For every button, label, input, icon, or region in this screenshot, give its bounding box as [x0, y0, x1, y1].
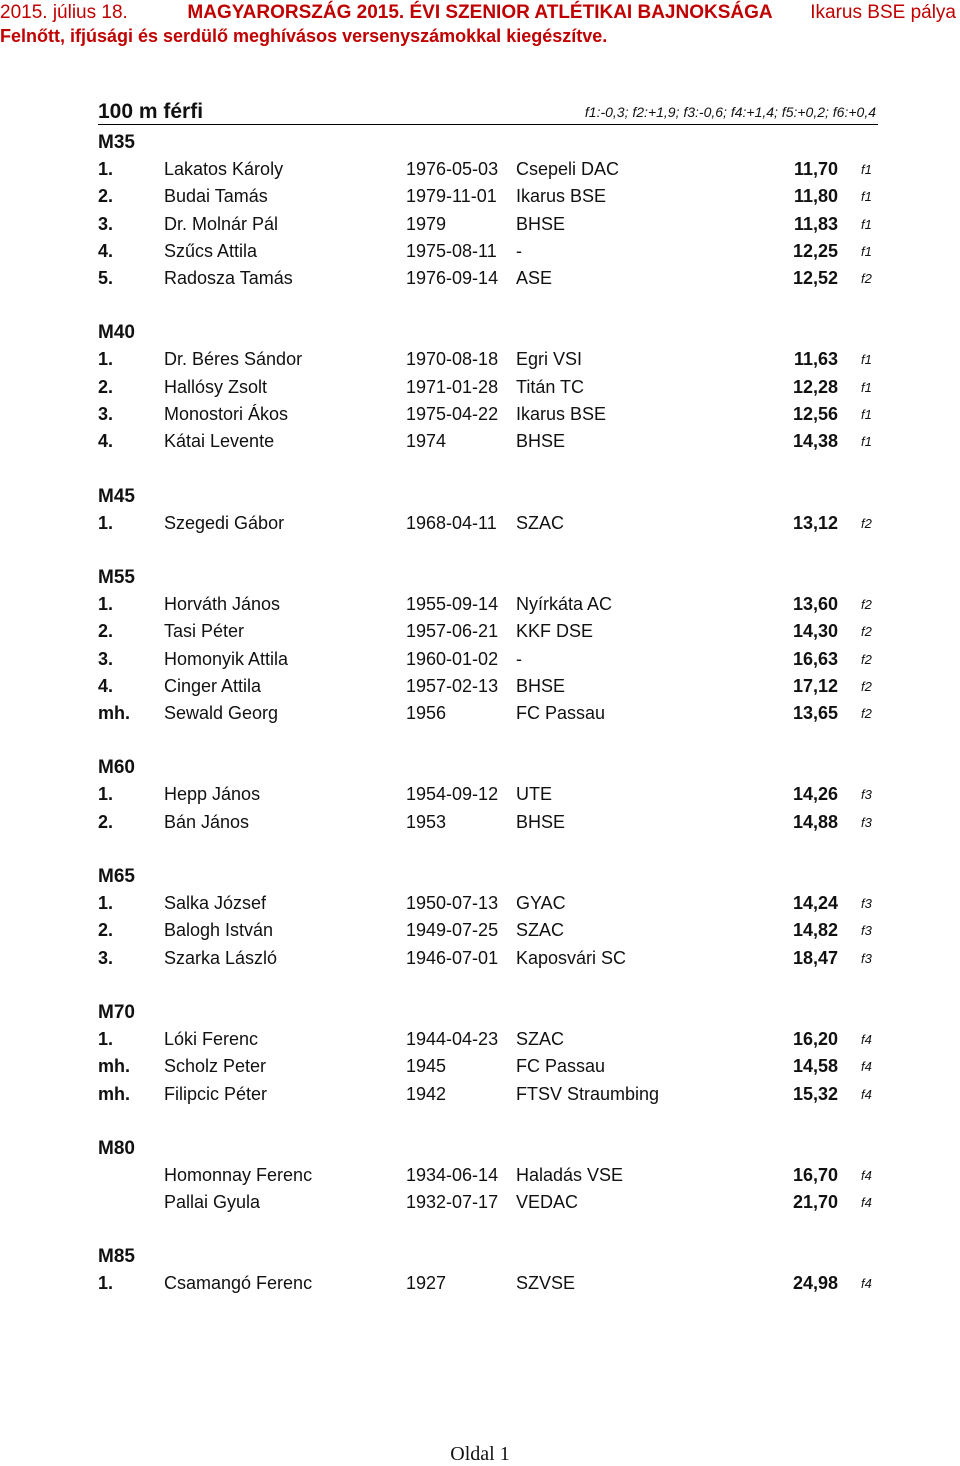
result-row	[98, 673, 878, 700]
athlete-name-cell: Bán János	[164, 811, 250, 832]
header-venue: Ikarus BSE pálya	[810, 2, 956, 23]
result-row	[98, 1026, 878, 1053]
club-cell: FC Passau	[516, 703, 606, 724]
athlete-name-cell: Radosza Tamás	[164, 268, 293, 289]
age-group	[98, 319, 878, 455]
result-time-cell: 13,12	[792, 512, 838, 533]
age-group	[98, 1243, 878, 1297]
birth-date-cell: 1979-11-01	[406, 186, 497, 207]
result-time-cell: 11,80	[793, 186, 838, 207]
athlete-name-cell: Filipcic Péter	[164, 1083, 268, 1104]
place-cell: 3.	[98, 947, 114, 968]
athlete-name-cell: Lakatos Károly	[164, 159, 284, 179]
result-time-cell: 11,63	[793, 349, 838, 370]
athlete-name-cell: Scholz Peter	[164, 1056, 267, 1077]
athlete-name-cell: Horváth János	[164, 593, 281, 614]
age-group-label: M55	[98, 566, 135, 588]
heat-cell: f4	[861, 1086, 872, 1102]
result-row	[98, 917, 878, 944]
club-cell: BHSE	[516, 811, 566, 832]
result-row	[98, 618, 878, 645]
place-cell: mh.	[98, 1056, 131, 1077]
age-group-label: M40	[98, 322, 135, 344]
result-row	[98, 945, 878, 972]
result-time-cell: 14,38	[792, 431, 838, 452]
birth-date-cell: 1945	[406, 1056, 447, 1077]
age-group-label: M45	[98, 485, 135, 507]
result-time-cell: 14,30	[792, 621, 838, 642]
result-row	[98, 700, 878, 727]
group-spacer	[98, 292, 878, 319]
result-row	[98, 646, 878, 673]
birth-date-cell: 1942	[406, 1083, 447, 1104]
result-row	[98, 809, 878, 836]
place-cell: 2.	[98, 186, 114, 207]
heat-cell: f4	[861, 1167, 872, 1183]
athlete-name-cell: Pallai Gyula	[164, 1192, 261, 1213]
place-cell: 1.	[98, 1028, 114, 1049]
result-time-cell: 18,47	[792, 947, 838, 968]
athlete-name-cell: Kátai Levente	[164, 431, 275, 452]
result-row	[98, 156, 878, 183]
group-spacer	[98, 1216, 878, 1243]
athlete-name-cell: Dr. Béres Sándor	[164, 349, 303, 370]
birth-date-cell: 1957-02-13	[406, 675, 499, 696]
heat-cell: f4	[861, 1195, 872, 1211]
result-row	[98, 374, 878, 401]
result-time-cell: 14,58	[792, 1056, 838, 1077]
club-cell: Ikarus BSE	[516, 404, 607, 425]
athlete-name-cell: Szűcs Attila	[164, 240, 258, 261]
athlete-name-cell: Sewald Georg	[164, 703, 279, 724]
place-cell: 5.	[98, 268, 114, 289]
club-cell: ASE	[516, 268, 553, 289]
athlete-name-cell: Szarka László	[164, 947, 278, 968]
age-group-label: M80	[98, 1137, 135, 1159]
birth-date-cell: 1953	[406, 811, 447, 832]
result-time-cell: 11,70	[793, 159, 838, 179]
place-cell: 1.	[98, 159, 114, 179]
athlete-name-cell: Szegedi Gábor	[164, 512, 285, 533]
club-cell: Egri VSI	[516, 349, 583, 370]
age-group-label: M85	[98, 1246, 135, 1268]
result-time-cell: 24,98	[792, 1273, 838, 1294]
birth-date-cell: 1956	[406, 703, 447, 724]
club-cell: Titán TC	[516, 376, 585, 397]
result-time-cell: 16,63	[792, 648, 838, 669]
result-time-cell: 12,25	[792, 240, 838, 261]
place-cell: 1.	[98, 593, 114, 614]
age-group-label: M70	[98, 1001, 135, 1023]
birth-date-cell: 1974	[406, 431, 447, 452]
heat-cell: f1	[861, 189, 872, 205]
place-cell: 2.	[98, 376, 114, 397]
athlete-name-cell: Monostori Ákos	[164, 404, 289, 425]
athlete-name-cell: Salka József	[164, 893, 267, 914]
club-cell: UTE	[516, 784, 552, 805]
birth-date-cell: 1944-04-23	[406, 1028, 499, 1049]
place-cell: 1.	[98, 893, 114, 914]
heat-cell: f1	[861, 379, 872, 395]
club-cell: Kaposvári SC	[516, 947, 627, 968]
birth-date-cell: 1954-09-12	[406, 784, 499, 805]
athlete-name-cell: Balogh István	[164, 920, 274, 941]
age-group	[98, 129, 878, 292]
athlete-name-cell: Hallósy Zsolt	[164, 376, 268, 397]
heat-cell: f1	[861, 352, 872, 368]
result-row	[98, 1162, 878, 1189]
result-time-cell: 14,24	[792, 893, 838, 914]
club-cell: FC Passau	[516, 1056, 606, 1077]
place-cell: 3.	[98, 213, 114, 234]
results-table	[98, 129, 878, 1298]
age-group	[98, 754, 878, 836]
group-spacer	[98, 972, 878, 999]
heat-cell: f4	[861, 1031, 872, 1047]
result-time-cell: 11,83	[793, 213, 838, 234]
birth-date-cell: 1970-08-18	[406, 349, 499, 370]
header-subtitle-text: Felnőtt, ifjúsági és serdülő meghívásos versenyszámokkal kiegészítve.	[0, 26, 608, 46]
age-group	[98, 483, 878, 537]
birth-date-cell: 1971-01-28	[406, 376, 499, 397]
result-row	[98, 1270, 878, 1297]
heat-cell: f2	[861, 271, 872, 287]
club-cell: Ikarus BSE	[516, 186, 607, 207]
birth-date-cell: 1949-07-25	[406, 920, 499, 941]
heat-cell: f3	[861, 814, 872, 830]
place-cell: 2.	[98, 811, 114, 832]
result-row	[98, 183, 878, 210]
event-wind-readings: f1:-0,3; f2:+1,9; f3:-0,6; f4:+1,4; f5:+0,2; f6:+0,4	[584, 104, 876, 120]
result-row	[98, 890, 878, 917]
heat-cell: f3	[861, 896, 872, 912]
place-cell: 1.	[98, 349, 114, 370]
result-time-cell: 13,60	[792, 593, 838, 614]
birth-date-cell: 1960-01-02	[406, 648, 499, 669]
heat-cell: f2	[861, 596, 872, 612]
place-cell: mh.	[98, 703, 131, 724]
result-time-cell: 14,82	[792, 920, 838, 941]
result-row	[98, 265, 878, 292]
event-title: 100 m férfi	[98, 100, 204, 123]
result-row	[98, 401, 878, 428]
place-cell: 1.	[98, 784, 114, 805]
result-time-cell: 12,52	[792, 268, 838, 289]
club-cell: SZAC	[516, 512, 565, 533]
result-time-cell: 16,70	[792, 1164, 838, 1185]
age-group-label: M65	[98, 866, 135, 888]
result-row	[98, 1081, 878, 1108]
result-row	[98, 211, 878, 238]
place-cell: 3.	[98, 648, 114, 669]
heat-cell: f1	[861, 216, 872, 232]
result-row	[98, 346, 878, 373]
athlete-name-cell: Dr. Molnár Pál	[164, 213, 279, 234]
heat-cell: f1	[861, 434, 872, 450]
place-cell: 2.	[98, 920, 114, 941]
birth-date-cell: 1975-08-11	[406, 240, 497, 261]
result-row	[98, 1189, 878, 1216]
athlete-name-cell: Tasi Péter	[164, 621, 245, 642]
club-cell: -	[516, 240, 522, 261]
club-cell: Nyírkáta AC	[516, 593, 613, 614]
birth-date-cell: 1976-05-03	[406, 159, 499, 179]
heat-cell: f1	[861, 243, 872, 259]
age-group	[98, 999, 878, 1108]
result-row	[98, 238, 878, 265]
group-spacer	[98, 1108, 878, 1135]
athlete-name-cell: Csamangó Ferenc	[164, 1273, 313, 1294]
result-row	[98, 1053, 878, 1080]
heat-cell: f1	[861, 407, 872, 423]
club-cell: FTSV Straumbing	[516, 1083, 660, 1104]
birth-date-cell: 1955-09-14	[406, 593, 499, 614]
result-time-cell: 16,20	[792, 1028, 838, 1049]
heat-cell: f4	[861, 1059, 872, 1075]
heat-cell: f2	[861, 515, 872, 531]
birth-date-cell: 1975-04-22	[406, 404, 499, 425]
result-time-cell: 17,12	[792, 675, 838, 696]
heat-cell: f2	[861, 651, 872, 667]
birth-date-cell: 1968-04-11	[406, 512, 497, 533]
athlete-name-cell: Hepp János	[164, 784, 261, 805]
place-cell: 4.	[98, 675, 114, 696]
birth-date-cell: 1979	[406, 213, 447, 234]
club-cell: BHSE	[516, 431, 566, 452]
place-cell: 3.	[98, 404, 114, 425]
group-spacer	[98, 727, 878, 754]
result-row	[98, 510, 878, 537]
athlete-name-cell: Cinger Attila	[164, 675, 262, 696]
place-cell: 4.	[98, 431, 114, 452]
place-cell: 1.	[98, 1273, 114, 1294]
page-header	[0, 0, 960, 48]
result-time-cell: 15,32	[792, 1083, 838, 1104]
group-spacer	[98, 836, 878, 863]
club-cell: SZVSE	[516, 1273, 576, 1294]
header-title: MAGYARORSZÁG 2015. ÉVI SZENIOR ATLÉTIKAI BAJNOKSÁGA	[187, 2, 773, 23]
heat-cell: f3	[861, 923, 872, 939]
birth-date-cell: 1946-07-01	[406, 947, 499, 968]
place-cell: 2.	[98, 621, 114, 642]
birth-date-cell: 1934-06-14	[406, 1164, 499, 1185]
age-group	[98, 564, 878, 727]
place-cell: 1.	[98, 512, 114, 533]
heat-cell: f4	[861, 1276, 872, 1292]
result-row	[98, 781, 878, 808]
heat-cell: f3	[861, 950, 872, 966]
result-time-cell: 12,28	[792, 376, 838, 397]
club-cell: SZAC	[516, 920, 565, 941]
birth-date-cell: 1950-07-13	[406, 893, 499, 914]
result-time-cell: 21,70	[792, 1192, 838, 1213]
result-time-cell: 14,88	[792, 811, 838, 832]
athlete-name-cell: Homonyik Attila	[164, 648, 289, 669]
club-cell: BHSE	[516, 675, 566, 696]
birth-date-cell: 1957-06-21	[406, 621, 499, 642]
result-time-cell: 13,65	[792, 703, 838, 724]
heat-cell: f2	[861, 678, 872, 694]
club-cell: Haladás VSE	[516, 1164, 624, 1185]
event-header	[98, 100, 878, 125]
place-cell: 4.	[98, 240, 114, 261]
club-cell: GYAC	[516, 893, 566, 914]
heat-cell: f3	[861, 787, 872, 803]
age-group-label: M60	[98, 757, 135, 779]
club-cell: BHSE	[516, 213, 566, 234]
heat-cell: f2	[861, 624, 872, 640]
result-row	[98, 591, 878, 618]
club-cell: KKF DSE	[516, 621, 594, 642]
birth-date-cell: 1976-09-14	[406, 268, 499, 289]
athlete-name-cell: Budai Tamás	[164, 186, 268, 207]
heat-cell: f1	[861, 162, 872, 177]
club-cell: Csepeli DAC	[516, 159, 620, 179]
age-group	[98, 863, 878, 972]
header-date: 2015. július 18.	[0, 2, 128, 23]
header-subtitle	[0, 26, 960, 47]
heat-cell: f2	[861, 706, 872, 722]
group-spacer	[98, 456, 878, 483]
birth-date-cell: 1927	[406, 1273, 447, 1294]
group-spacer	[98, 537, 878, 564]
result-row	[98, 428, 878, 455]
age-group-label: M35	[98, 132, 135, 153]
page-number: Oldal 1	[450, 1443, 510, 1465]
club-cell: -	[516, 648, 522, 669]
result-time-cell: 14,26	[792, 784, 838, 805]
age-group	[98, 1135, 878, 1217]
club-cell: VEDAC	[516, 1192, 579, 1213]
athlete-name-cell: Homonnay Ferenc	[164, 1164, 313, 1185]
athlete-name-cell: Lóki Ferenc	[164, 1028, 259, 1049]
birth-date-cell: 1932-07-17	[406, 1192, 499, 1213]
place-cell: mh.	[98, 1083, 131, 1104]
result-time-cell: 12,56	[792, 404, 838, 425]
club-cell: SZAC	[516, 1028, 565, 1049]
